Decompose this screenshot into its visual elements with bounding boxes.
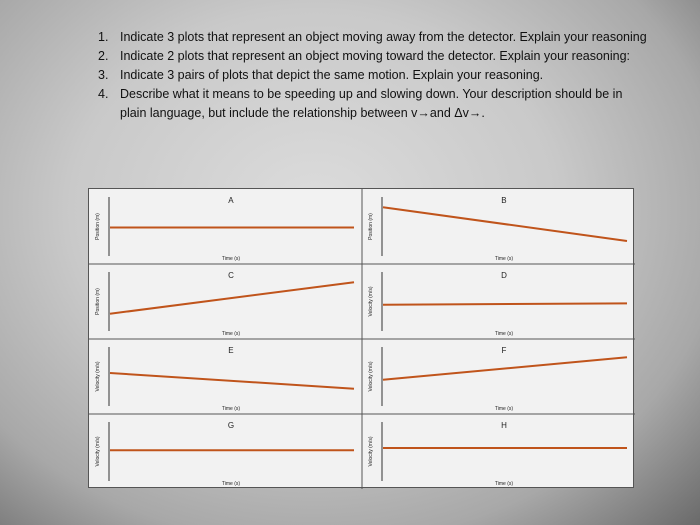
question-number: 4. bbox=[98, 87, 109, 101]
y-axis-label: Velocity (m/s) bbox=[368, 286, 374, 317]
plot-line bbox=[110, 282, 354, 314]
x-axis-label: Time (s) bbox=[494, 481, 514, 487]
x-axis-label: Time (s) bbox=[221, 331, 241, 337]
question-text: Describe what it means to be speeding up and slowing down. Your description should be in plain language, but include the relationship between v→and Δv→. bbox=[120, 87, 623, 120]
plot-line bbox=[110, 373, 354, 389]
question-1 bbox=[92, 28, 652, 47]
plot-label: C bbox=[228, 271, 234, 280]
question-list bbox=[92, 28, 652, 123]
question-text: Indicate 2 plots that represent an object moving toward the detector. Explain your reasoning: bbox=[120, 49, 631, 63]
plot-grid bbox=[88, 188, 634, 488]
plots-canvas bbox=[89, 189, 635, 489]
y-axis-label: Position (m) bbox=[368, 213, 374, 240]
question-text: Indicate 3 pairs of plots that depict the same motion. Explain your reasoning. bbox=[120, 68, 544, 82]
x-axis-label: Time (s) bbox=[221, 481, 241, 487]
plot-label: G bbox=[227, 421, 235, 430]
question-number: 2. bbox=[98, 49, 109, 63]
plot-line bbox=[383, 303, 627, 304]
y-axis-label: Position (m) bbox=[95, 213, 101, 240]
y-axis-label: Velocity (m/s) bbox=[368, 436, 374, 467]
question-3 bbox=[92, 66, 652, 85]
plot-line bbox=[383, 207, 627, 241]
x-axis-label: Time (s) bbox=[221, 256, 241, 262]
x-axis-label: Time (s) bbox=[494, 331, 514, 337]
x-axis-label: Time (s) bbox=[494, 406, 514, 412]
y-axis-label: Velocity (m/s) bbox=[95, 436, 101, 467]
x-axis-label: Time (s) bbox=[221, 406, 241, 412]
y-axis-label: Velocity (m/s) bbox=[95, 361, 101, 392]
question-2 bbox=[92, 47, 652, 66]
plot-label: H bbox=[501, 421, 507, 430]
plot-label: F bbox=[501, 346, 507, 355]
question-4 bbox=[92, 85, 652, 123]
x-axis-label: Time (s) bbox=[494, 256, 514, 262]
plot-label: B bbox=[501, 196, 507, 205]
plot-label: A bbox=[228, 196, 234, 205]
question-number: 3. bbox=[98, 68, 109, 82]
plot-line bbox=[383, 357, 627, 380]
y-axis-label: Velocity (m/s) bbox=[368, 361, 374, 392]
question-number: 1. bbox=[98, 30, 109, 44]
question-text: Indicate 3 plots that represent an object moving away from the detector. Explain your reasoning bbox=[120, 30, 647, 44]
plot-label: E bbox=[228, 346, 234, 355]
plot-label: D bbox=[501, 271, 507, 280]
y-axis-label: Position (m) bbox=[95, 288, 101, 315]
